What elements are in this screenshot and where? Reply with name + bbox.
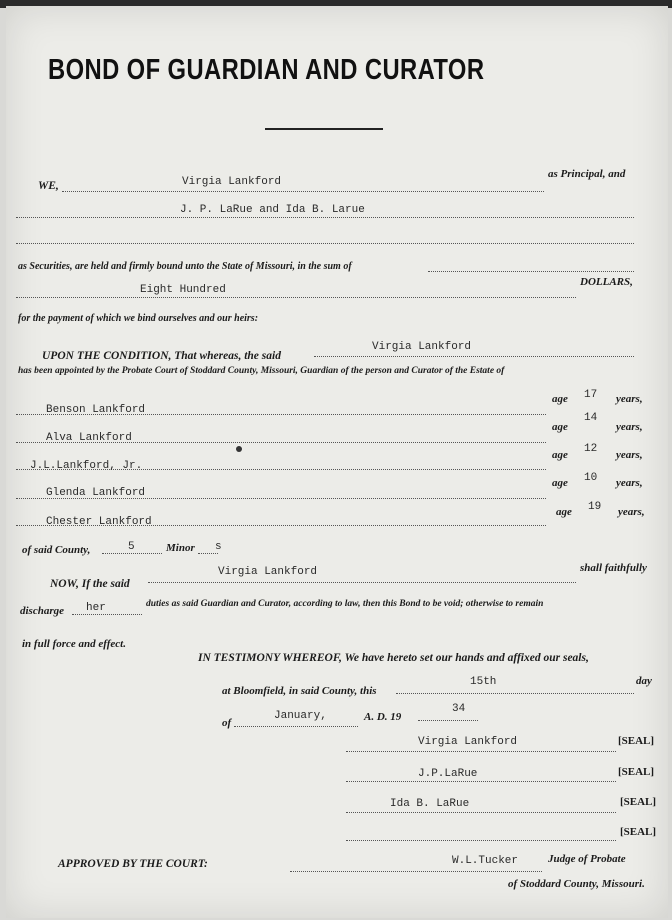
label-age: age xyxy=(556,506,572,518)
ward-name: Alva Lankford xyxy=(46,432,132,444)
label-upon-condition: UPON THE CONDITION, That whereas, the said xyxy=(42,350,281,362)
ward-age: 14 xyxy=(584,412,598,424)
ward-name: Glenda Lankford xyxy=(46,487,146,499)
label-as-securities: as Securities, are held and firmly bound unto the State of Missouri, in the sum of xyxy=(18,261,352,272)
label-judge: Judge of Probate xyxy=(548,853,626,865)
label-day: day xyxy=(636,675,652,687)
seal-label: [SEAL] xyxy=(618,766,655,778)
principal-name: Virgia Lankford xyxy=(182,176,282,188)
label-age: age xyxy=(552,477,568,489)
label-shall-faithfully: shall faithfully xyxy=(580,562,647,574)
label-years: years, xyxy=(616,477,643,489)
label-minor: Minor xyxy=(166,542,195,554)
date-day: 15th xyxy=(470,676,497,688)
document-title: BOND OF GUARDIAN AND CURATOR xyxy=(48,54,485,86)
minor-count: 5 xyxy=(128,541,135,553)
minor-suffix: s xyxy=(215,541,222,553)
label-years: years, xyxy=(616,393,643,405)
securities-names: J. P. LaRue and Ida B. Larue xyxy=(180,204,365,216)
ward-age: 19 xyxy=(588,501,602,513)
now-name-line xyxy=(148,582,576,583)
signature-name: J.P.LaRue xyxy=(418,768,478,780)
ward-age: 17 xyxy=(584,389,598,401)
ward-age: 12 xyxy=(584,443,598,455)
sum-line-a xyxy=(428,271,634,272)
principal-line xyxy=(62,191,544,192)
title-rule xyxy=(265,128,383,130)
label-now-if: NOW, If the said xyxy=(50,578,130,590)
seal-label: [SEAL] xyxy=(620,826,657,838)
seal-label: [SEAL] xyxy=(618,735,655,747)
label-dollars: DOLLARS, xyxy=(580,276,633,288)
label-at-bloomfield: at Bloomfield, in said County, this xyxy=(222,685,377,697)
label-approved: APPROVED BY THE COURT: xyxy=(58,858,208,870)
said-name-line xyxy=(314,356,634,357)
ward-age: 10 xyxy=(584,472,598,484)
securities-line xyxy=(16,217,634,218)
label-of-said-county: of said County, xyxy=(22,544,91,556)
label-in-testimony: IN TESTIMONY WHEREOF, We have hereto set our hands and affixed our seals, xyxy=(198,652,589,664)
pronoun: her xyxy=(86,602,106,614)
label-as-principal: as Principal, and xyxy=(548,168,626,180)
label-of: of xyxy=(222,717,232,729)
label-stoddard: of Stoddard County, Missouri. xyxy=(508,878,645,890)
label-duties: duties as said Guardian and Curator, according to law, then this Bond to be void; otherwise to remain xyxy=(146,599,544,609)
label-for-payment: for the payment of which we bind ourselves and our heirs: xyxy=(18,313,259,324)
label-years: years, xyxy=(616,421,643,433)
label-age: age xyxy=(552,449,568,461)
label-appointed: has been appointed by the Probate Court of Stoddard County, Missouri, Guardian of the person and Curator of the Estate of xyxy=(18,366,505,376)
signature-name: Virgia Lankford xyxy=(418,736,518,748)
date-year: 34 xyxy=(452,703,466,715)
ink-smudge xyxy=(236,446,242,452)
signature-name: Ida B. LaRue xyxy=(390,798,470,810)
label-ad: A. D. 19 xyxy=(364,711,402,723)
now-name: Virgia Lankford xyxy=(218,566,318,578)
label-discharge: discharge xyxy=(20,605,64,617)
date-month: January, xyxy=(274,710,327,722)
label-full-force: in full force and effect. xyxy=(22,638,126,650)
label-we: WE, xyxy=(38,180,59,192)
securities-line-2 xyxy=(16,243,634,244)
seal-label: [SEAL] xyxy=(620,796,657,808)
ward-name: Benson Lankford xyxy=(46,404,146,416)
label-age: age xyxy=(552,393,568,405)
ward-name: Chester Lankford xyxy=(46,516,152,528)
ward-name: J.L.Lankford, Jr. xyxy=(30,460,143,472)
sum-line xyxy=(16,297,576,298)
label-years: years, xyxy=(618,506,645,518)
label-years: years, xyxy=(616,449,643,461)
sum-amount: Eight Hundred xyxy=(140,284,226,296)
judge-name: W.L.Tucker xyxy=(452,855,519,867)
said-name: Virgia Lankford xyxy=(372,341,472,353)
label-age: age xyxy=(552,421,568,433)
